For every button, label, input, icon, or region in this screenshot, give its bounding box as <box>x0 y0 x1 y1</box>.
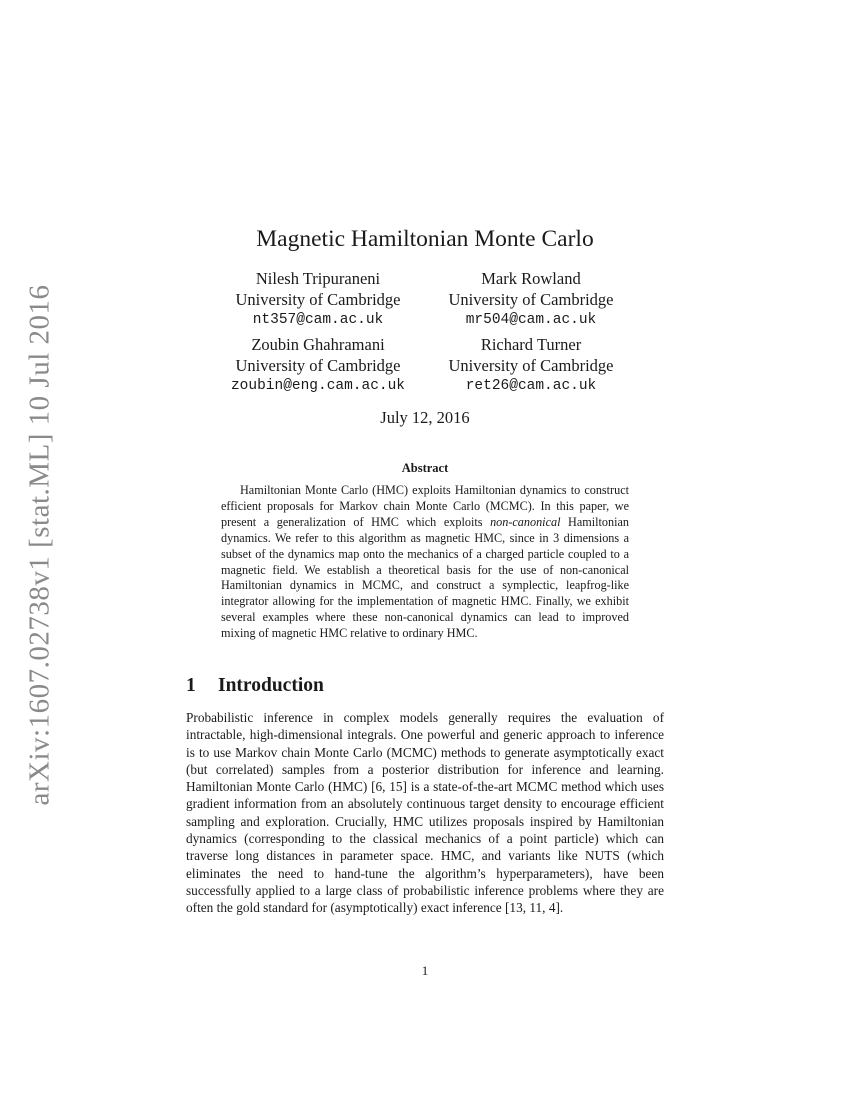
section-title: Introduction <box>218 675 324 696</box>
author-email: mr504@cam.ac.uk <box>465 312 597 328</box>
author-block <box>198 268 438 331</box>
author-name: Mark Rowland <box>481 269 581 288</box>
author-affiliation: University of Cambridge <box>448 290 614 309</box>
section-number: 1 <box>186 675 196 696</box>
author-email: ret26@cam.ac.uk <box>465 378 597 394</box>
paper-title: Magnetic Hamiltonian Monte Carlo <box>256 226 594 252</box>
introduction-paragraph: Probabilistic inference in complex models generally requires the evaluation of intractable, high-dimensional integrals. One powerful and generic approach to inference is to use Markov chain Monte Carlo (MCMC) methods to generate asymptotically exact (but correlated) samples from a posterior distribution for inference and learning. Hamiltonian Monte Carlo (HMC) [6, 15] is a state-of-the-art MCMC method which uses gradient information from an absolutely continuous target density to encourage efficient sampling and exploration. Crucially, HMC utilizes proposals inspired by Hamiltonian dynamics (corresponding to the classical mechanics of a point particle) which can traverse long distances in parameter space. HMC, and variants like NUTS (which eliminates the need to hand-tune the algorithm’s hyperparameters), have been successfully applied to a large class of probabilistic inference problems where they are often the gold standard for (asymptotically) exact inference [13, 11, 4]. <box>186 710 664 916</box>
author-name: Zoubin Ghahramani <box>251 335 385 354</box>
arxiv-identifier-stamp: arXiv:1607.02738v1 [stat.ML] 10 Jul 2016 <box>23 284 56 806</box>
abstract-heading: Abstract <box>401 461 449 475</box>
author-email: zoubin@eng.cam.ac.uk <box>230 378 406 394</box>
abstract-emphasis: non-canonical <box>490 514 561 529</box>
author-block <box>411 268 651 331</box>
author-affiliation: University of Cambridge <box>235 290 401 309</box>
author-name: Richard Turner <box>480 335 582 354</box>
author-affiliation: University of Cambridge <box>235 356 401 375</box>
page-number: 1 <box>421 963 429 978</box>
section-heading <box>186 673 666 699</box>
publication-date: July 12, 2016 <box>380 408 470 427</box>
author-name: Nilesh Tripuraneni <box>255 269 381 288</box>
abstract-text-part: Hamiltonian dynamics. We refer to this algorithm as magnetic HMC, since in 3 dimensions a subset of the dynamics map onto the mechanics of a charged particle coupled to a magnetic field. We establish a theoretical basis for the use of non-canonical Hamiltonian dynamics in MCMC, and construct a symplectic, leapfrog-like integrator allowing for the implementation of magnetic HMC. Finally, we exhibit several examples where these non-canonical dynamics can lead to improved mixing of magnetic HMC relative to ordinary HMC. <box>221 514 629 641</box>
author-block <box>411 334 651 397</box>
author-email: nt357@cam.ac.uk <box>252 312 384 328</box>
abstract-text-part: Hamiltonian Monte Carlo (HMC) exploits Hamiltonian dynamics to construct efficient proposals for Markov chain Monte Carlo (MCMC). In this paper, we present a generalization of HMC which exploits <box>221 483 629 529</box>
abstract-text <box>221 483 629 642</box>
author-affiliation: University of Cambridge <box>448 356 614 375</box>
author-block <box>198 334 438 397</box>
